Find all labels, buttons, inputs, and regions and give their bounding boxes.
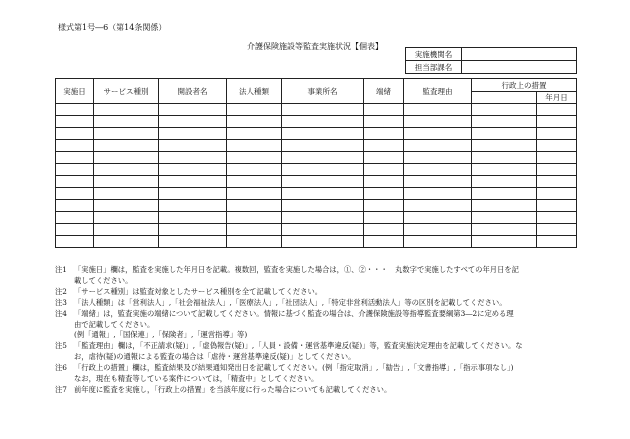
inspection-table	[55, 78, 577, 248]
table-cell[interactable]	[537, 128, 577, 140]
table-cell[interactable]	[537, 200, 577, 212]
table-cell[interactable]	[159, 212, 227, 224]
table-cell[interactable]	[364, 188, 404, 200]
note-number: 注6	[55, 363, 67, 373]
note-line: 「実施日」欄は，監査を実施した年月日を記載。複数回，監査を実施した場合は，①、②・・・ 丸数字で実施したすべての年月日を記	[74, 265, 519, 274]
department-label: 担当部課名	[406, 61, 462, 74]
table-row	[56, 164, 577, 176]
agency-field[interactable]	[462, 48, 577, 61]
note-line: 「サービス種別」は監査対象としたサービス種別を全て記載してください。	[74, 286, 323, 296]
table-cell[interactable]	[56, 152, 94, 164]
header-ymd: 年月日	[537, 92, 577, 104]
table-cell[interactable]	[159, 188, 227, 200]
note-line: 「端緒」は，監査実施の端緒について記載してください。情報に基づく監査の場合は、介護保険施設等指導監査要綱第3―2に定める理	[74, 308, 514, 318]
table-row	[56, 176, 577, 188]
table-cell[interactable]	[227, 116, 282, 128]
table-cell[interactable]	[94, 128, 159, 140]
note-number: 注3	[55, 297, 67, 307]
note-text	[74, 341, 587, 363]
table-row	[56, 140, 577, 152]
table-cell[interactable]	[537, 212, 577, 224]
table-cell[interactable]	[94, 224, 159, 236]
table-cell[interactable]	[227, 140, 282, 152]
note-item	[55, 341, 587, 363]
note-line: 載してください。	[74, 275, 133, 285]
table-cell[interactable]	[537, 188, 577, 200]
table-cell[interactable]	[472, 176, 537, 188]
table-row	[56, 128, 577, 140]
table-cell[interactable]	[227, 176, 282, 188]
header-admin-blank	[472, 92, 537, 104]
note-line: 「法人種類」は「営利法人」,「社会福祉法人」,「医療法人」,「社団法人」,「特定非営利活動法人」等の区別を記載してください。	[74, 297, 507, 307]
table-cell[interactable]	[364, 152, 404, 164]
table-cell[interactable]	[472, 236, 537, 248]
table-row	[56, 104, 577, 116]
page-title: 介護保険施設等監査実施状況【個表】	[247, 42, 383, 51]
header-facility: 事業所名	[282, 79, 364, 104]
note-text	[74, 363, 587, 385]
table-cell[interactable]	[404, 104, 472, 116]
form-number: 様式第1号―6（第14条関係）	[58, 23, 167, 32]
table-cell[interactable]	[282, 224, 364, 236]
table-cell[interactable]	[159, 128, 227, 140]
table-cell[interactable]	[282, 188, 364, 200]
table-cell[interactable]	[94, 212, 159, 224]
table-cell[interactable]	[472, 128, 537, 140]
table-cell[interactable]	[404, 152, 472, 164]
table-cell[interactable]	[227, 152, 282, 164]
note-item	[55, 309, 587, 342]
table-cell[interactable]	[404, 224, 472, 236]
table-cell[interactable]	[472, 140, 537, 152]
table-cell[interactable]	[94, 164, 159, 176]
table-cell[interactable]	[94, 176, 159, 188]
notes-section	[55, 265, 587, 396]
header-trigger: 端緒	[364, 79, 404, 104]
table-cell[interactable]	[56, 140, 94, 152]
note-text	[74, 287, 587, 298]
table-cell[interactable]	[472, 152, 537, 164]
table-cell[interactable]	[364, 164, 404, 176]
table-cell[interactable]	[56, 212, 94, 224]
table-cell[interactable]	[227, 104, 282, 116]
note-text	[74, 309, 587, 342]
note-number: 注2	[55, 286, 67, 296]
table-cell[interactable]	[227, 200, 282, 212]
table-cell[interactable]	[94, 236, 159, 248]
table-cell[interactable]	[56, 188, 94, 200]
table-cell[interactable]	[472, 212, 537, 224]
table-cell[interactable]	[364, 224, 404, 236]
table-cell[interactable]	[537, 116, 577, 128]
table-row	[56, 200, 577, 212]
table-cell[interactable]	[364, 176, 404, 188]
table-cell[interactable]	[537, 236, 577, 248]
table-cell[interactable]	[282, 152, 364, 164]
table-cell[interactable]	[404, 212, 472, 224]
note-number: 注7	[55, 384, 67, 394]
note-item	[55, 298, 587, 309]
table-cell[interactable]	[282, 200, 364, 212]
table-cell[interactable]	[537, 152, 577, 164]
table-cell[interactable]	[94, 152, 159, 164]
table-cell[interactable]	[472, 188, 537, 200]
note-item	[55, 287, 587, 298]
header-operator: 開設者名	[159, 79, 227, 104]
note-line: 前年度に監査を実施し，「行政上の措置」を当該年度に行った場合についても記載してください。	[74, 384, 392, 394]
table-cell[interactable]	[227, 128, 282, 140]
table-cell[interactable]	[404, 200, 472, 212]
table-cell[interactable]	[94, 188, 159, 200]
table-cell[interactable]	[159, 236, 227, 248]
table-cell[interactable]	[537, 164, 577, 176]
table-cell[interactable]	[282, 164, 364, 176]
table-cell[interactable]	[227, 212, 282, 224]
table-cell[interactable]	[404, 140, 472, 152]
note-item	[55, 363, 587, 385]
note-number: 注4	[55, 308, 67, 318]
table-cell[interactable]	[56, 224, 94, 236]
table-row	[56, 116, 577, 128]
table-cell[interactable]	[94, 104, 159, 116]
table-cell[interactable]	[282, 104, 364, 116]
table-cell[interactable]	[282, 128, 364, 140]
table-cell[interactable]	[404, 176, 472, 188]
table-cell[interactable]	[364, 200, 404, 212]
table-cell[interactable]	[404, 236, 472, 248]
table-cell[interactable]	[227, 236, 282, 248]
header-date: 実施日	[56, 79, 94, 104]
table-cell[interactable]	[159, 200, 227, 212]
table-cell[interactable]	[472, 116, 537, 128]
table-cell[interactable]	[537, 176, 577, 188]
table-cell[interactable]	[159, 140, 227, 152]
note-item	[55, 385, 587, 396]
department-field[interactable]	[462, 61, 577, 74]
table-cell[interactable]	[282, 176, 364, 188]
table-cell[interactable]	[282, 140, 364, 152]
note-line: (例「通報」,「国保連」,「保険者」,「運営指導」等)	[74, 330, 248, 340]
table-cell[interactable]	[404, 116, 472, 128]
table-cell[interactable]	[364, 128, 404, 140]
table-cell[interactable]	[159, 152, 227, 164]
table-cell[interactable]	[282, 116, 364, 128]
table-row	[56, 224, 577, 236]
table-cell[interactable]	[56, 164, 94, 176]
note-line: なお，現在も精査等している案件については，「精査中」としてください。	[74, 374, 319, 384]
header-admin-action: 行政上の措置	[472, 79, 577, 92]
table-cell[interactable]	[227, 224, 282, 236]
note-number: 注5	[55, 341, 67, 351]
table-cell[interactable]	[94, 116, 159, 128]
table-cell[interactable]	[159, 116, 227, 128]
table-cell[interactable]	[56, 116, 94, 128]
note-line: 由で記載してください。	[74, 319, 155, 329]
table-cell[interactable]	[56, 236, 94, 248]
table-cell[interactable]	[159, 176, 227, 188]
table-cell[interactable]	[404, 128, 472, 140]
table-cell[interactable]	[537, 224, 577, 236]
note-line: お，虐待(疑)の通報による監査の場合は「虐待・運営基準違反(疑)」としてください。	[74, 352, 356, 362]
table-cell[interactable]	[227, 188, 282, 200]
table-row	[56, 236, 577, 248]
agency-row	[406, 48, 577, 61]
header-reason: 監査理由	[404, 79, 472, 104]
note-text	[74, 298, 587, 309]
table-cell[interactable]	[404, 164, 472, 176]
note-line: 「行政上の措置」欄は，監査結果及び結果通知発出日を記載してください。(例「指定取消」,「勧告」,「文書指導」,「指示事項なし」)	[74, 363, 514, 373]
table-cell[interactable]	[56, 104, 94, 116]
note-text	[74, 385, 587, 396]
department-row	[406, 61, 577, 74]
table-cell[interactable]	[364, 104, 404, 116]
table-cell[interactable]	[56, 176, 94, 188]
table-cell[interactable]	[56, 200, 94, 212]
table-cell[interactable]	[94, 200, 159, 212]
table-cell[interactable]	[364, 212, 404, 224]
table-cell[interactable]	[472, 164, 537, 176]
table-row	[56, 152, 577, 164]
table-cell[interactable]	[227, 164, 282, 176]
table-cell[interactable]	[56, 128, 94, 140]
header-corp-type: 法人種類	[227, 79, 282, 104]
table-cell[interactable]	[159, 104, 227, 116]
agency-label: 実施機関名	[406, 48, 462, 61]
table-cell[interactable]	[364, 140, 404, 152]
table-cell[interactable]	[94, 140, 159, 152]
table-cell[interactable]	[537, 104, 577, 116]
table-cell[interactable]	[472, 104, 537, 116]
table-cell[interactable]	[472, 224, 537, 236]
table-cell[interactable]	[159, 224, 227, 236]
table-cell[interactable]	[472, 200, 537, 212]
table-row	[56, 212, 577, 224]
agency-info-table	[405, 47, 577, 74]
table-cell[interactable]	[537, 140, 577, 152]
table-row	[56, 188, 577, 200]
table-cell[interactable]	[282, 236, 364, 248]
note-text	[74, 265, 587, 287]
note-line: 「監査理由」欄は，「不正請求(疑)」,「虚偽報告(疑)」,「人員・設備・運営基準違反(疑)」等，監査実施決定理由を記載してください。な	[74, 341, 523, 351]
table-cell[interactable]	[364, 236, 404, 248]
note-item	[55, 265, 587, 287]
note-number: 注1	[55, 265, 67, 274]
header-service-type: サービス種別	[94, 79, 159, 104]
table-cell[interactable]	[364, 116, 404, 128]
table-cell[interactable]	[282, 212, 364, 224]
table-cell[interactable]	[404, 188, 472, 200]
table-cell[interactable]	[159, 164, 227, 176]
